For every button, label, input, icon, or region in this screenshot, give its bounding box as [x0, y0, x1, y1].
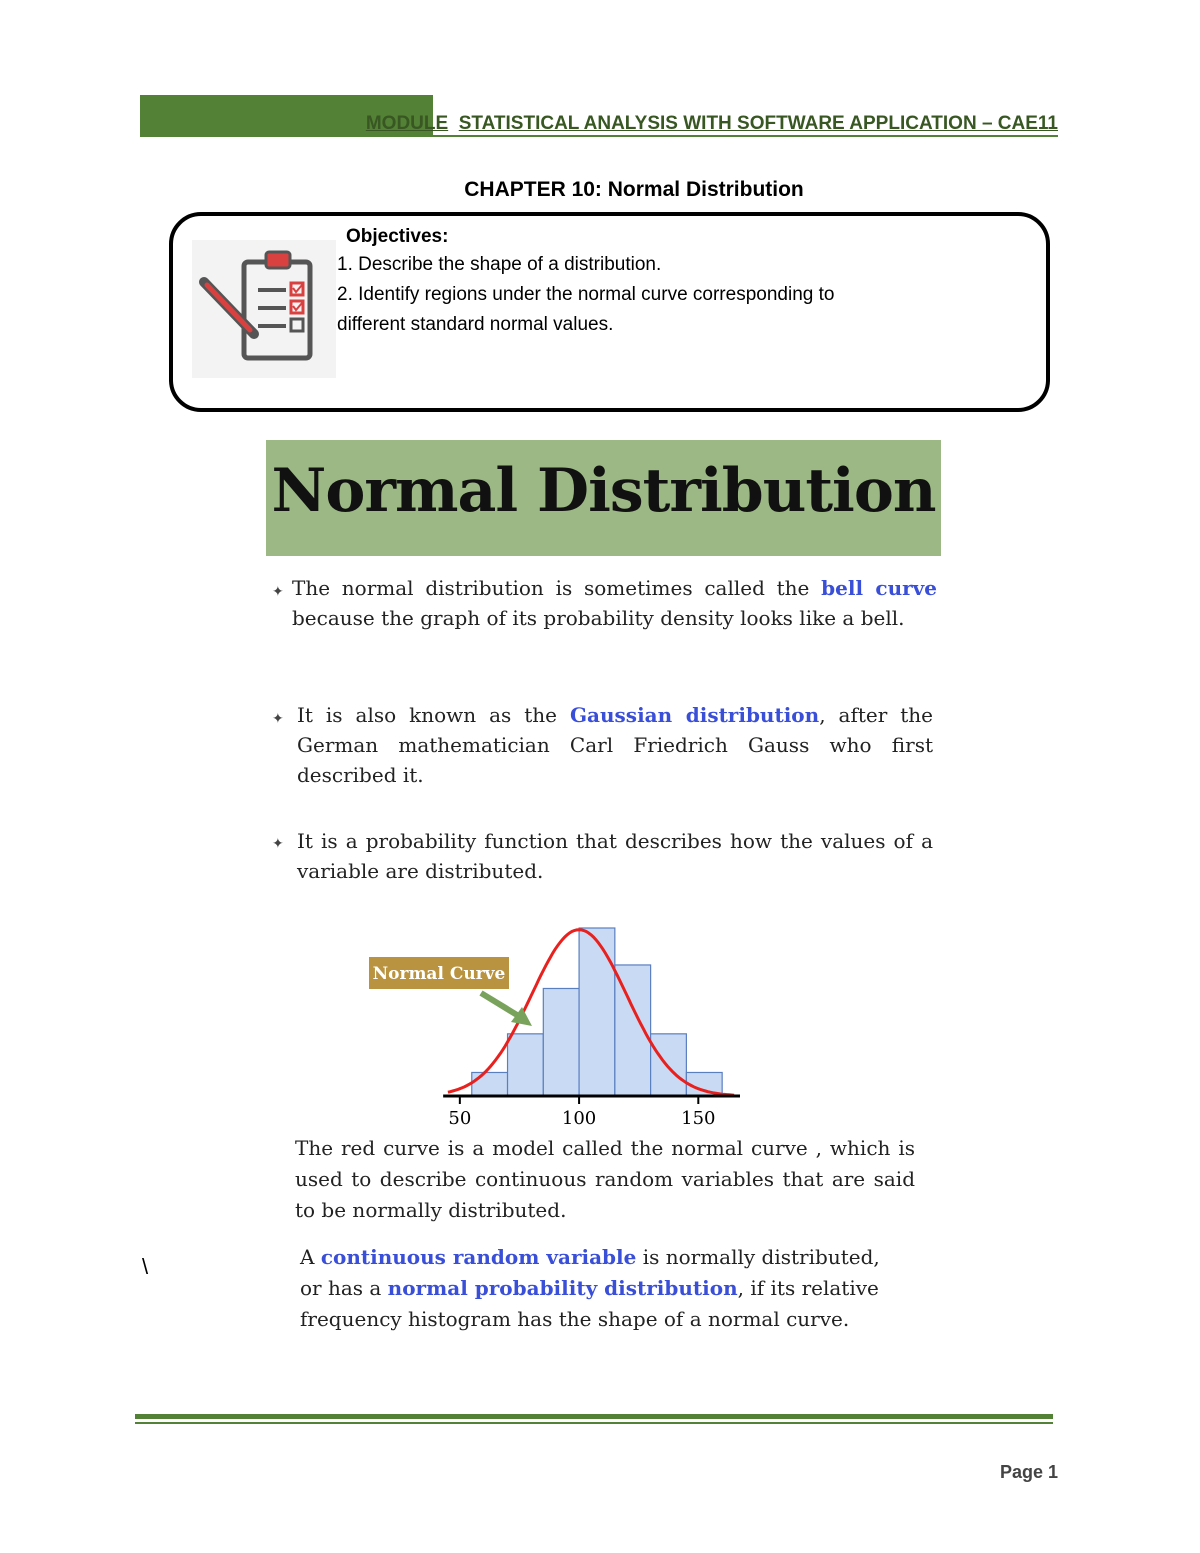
footer-rule-thick — [135, 1414, 1053, 1419]
objectives-title: Objectives: — [346, 226, 449, 247]
x-tick-label-2: 100 — [561, 1108, 597, 1129]
bullet-2 — [297, 700, 933, 790]
x-tick-label-3: 150 — [681, 1108, 716, 1129]
banner-title: Normal Distribution — [271, 456, 936, 526]
bullet-1-text-end: because the graph of its probability density looks like a bell. — [292, 606, 905, 630]
bullet-icon: ✦ — [272, 584, 284, 600]
para2-text: or has a — [300, 1276, 388, 1300]
para2-highlight-1: continuous random variable — [320, 1245, 637, 1269]
curve-description: The red curve is a model called the normal curve , which is used to describe continuous random variables that are said to be normally distributed. — [295, 1136, 915, 1222]
bullet-2-text: It is also known as the — [297, 703, 570, 727]
histogram-bar-1 — [472, 1072, 508, 1096]
module-label: MODULE — [365, 113, 449, 134]
stray-mark: \ — [142, 1254, 149, 1279]
objective-line-2: 2. Identify regions under the normal curve corresponding to — [337, 284, 835, 305]
bullet-2-text-end: , after the German mathematician Carl Friedrich Gauss who first described it. — [297, 703, 933, 787]
normal-curve-chart — [360, 915, 740, 1130]
para2-text: A — [300, 1245, 321, 1269]
page-number: Page 1 — [999, 1462, 1058, 1482]
header-text — [140, 113, 1058, 135]
bullet-3 — [297, 826, 933, 886]
bullet-1-highlight: bell curve — [821, 576, 937, 600]
footer-rule-thin — [135, 1422, 1053, 1424]
bullet-2-highlight: Gaussian distribution — [569, 703, 820, 727]
chapter-title: CHAPTER 10: Normal Distribution — [464, 178, 804, 201]
objective-line-3: different standard normal values. — [337, 314, 614, 335]
annotation-label: Normal Curve — [372, 964, 506, 984]
bullet-3-text: It is a probability function that describes how the values of a variable are distributed. — [297, 829, 933, 883]
checklist-pencil-icon — [192, 240, 336, 378]
histogram-bar-4 — [579, 928, 615, 1096]
x-tick-label-1: 50 — [448, 1108, 472, 1129]
header-rule — [140, 135, 1058, 137]
histogram-bar-2 — [508, 1034, 544, 1096]
histogram-bar-6 — [651, 1034, 687, 1096]
para2-highlight-2: normal probability distribution — [387, 1276, 738, 1300]
histogram-bar-3 — [543, 988, 579, 1096]
course-title: STATISTICAL ANALYSIS WITH SOFTWARE APPLICATION – CAE11 — [458, 113, 1058, 134]
bullet-icon: ✦ — [272, 711, 284, 727]
para2-text: frequency histogram has the shape of a normal curve. — [300, 1307, 850, 1331]
para2-text: , if its relative — [737, 1276, 879, 1300]
continuous-variable-paragraph — [300, 1242, 930, 1335]
para2-text: is normally distributed, — [636, 1245, 880, 1269]
objective-line-1: 1. Describe the shape of a distribution. — [337, 254, 662, 275]
bullet-1-text: The normal distribution is sometimes called the — [292, 576, 822, 600]
bullet-1 — [292, 573, 937, 633]
bullet-icon: ✦ — [272, 836, 284, 852]
